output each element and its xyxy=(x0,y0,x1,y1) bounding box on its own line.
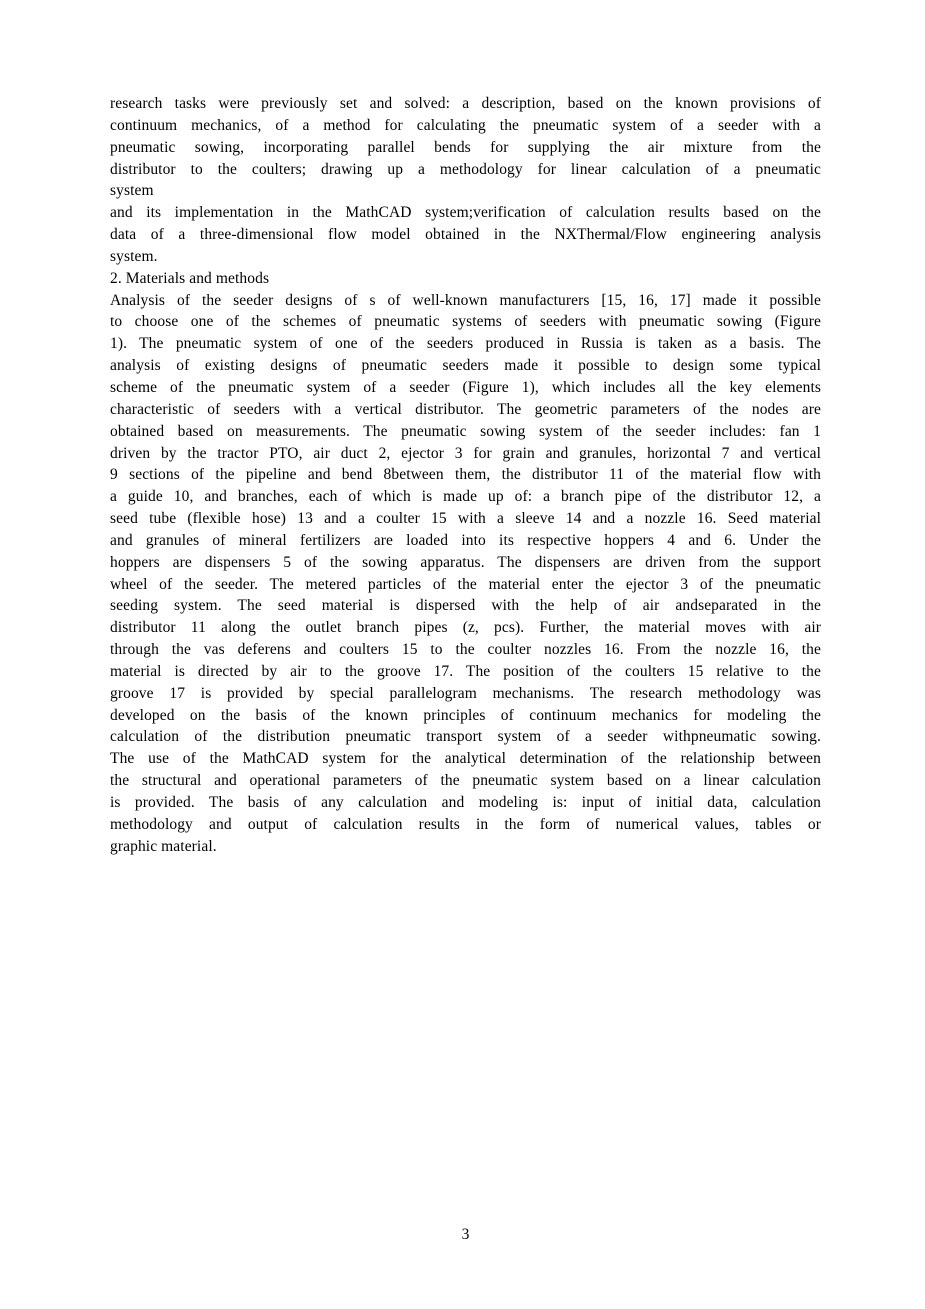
text-line: data of a three-dimensional flow model obtained in the NXThermal/Flow engineering analysis xyxy=(110,226,821,244)
text-line: hoppers are dispensers 5 of the sowing apparatus. The dispensers are driven from the support xyxy=(110,553,821,571)
text-line: research tasks were previously set and solved: a description, based on the known provisions of xyxy=(110,95,821,112)
text-line: driven by the tractor PTO, air duct 2, ejector 3 for grain and granules, horizontal 7 and vertical xyxy=(110,444,821,462)
text-line: the structural and operational parameters of the pneumatic system based on a linear calculation xyxy=(110,772,821,790)
text-line: methodology and output of calculation results in the form of numerical values, tables or xyxy=(110,815,821,833)
text-line: to choose one of the schemes of pneumatic systems of seeders with pneumatic sowing (Figure xyxy=(110,313,821,331)
page-footer xyxy=(110,1226,821,1244)
page-number: 3 xyxy=(461,1226,470,1243)
text-line: material is directed by air to the groove 17. The position of the coulters 15 relative to the xyxy=(110,662,821,680)
text-line: a guide 10, and branches, each of which is made up of: a branch pipe of the distributor 12, a xyxy=(110,488,821,506)
text-line: graphic material. xyxy=(110,837,217,855)
text-line: The use of the MathCAD system for the analytical determination of the relationship between xyxy=(110,750,821,768)
text-line: groove 17 is provided by special parallelogram mechanisms. The research methodology was xyxy=(110,684,821,702)
text-line: characteristic of seeders with a vertical distributor. The geometric parameters of the nodes are xyxy=(110,400,821,418)
text-line: is provided. The basis of any calculation and modeling is: input of initial data, calculation xyxy=(110,794,821,811)
page-body-text xyxy=(110,93,821,858)
text-line: system. xyxy=(110,247,158,265)
text-line: through the vas deferens and coulters 15 to the coulter nozzles 16. From the nozzle 16, the xyxy=(110,641,821,659)
text-line: developed on the basis of the known principles of continuum mechanics for modeling the xyxy=(110,706,821,724)
text-line: 9 sections of the pipeline and bend 8between them, the distributor 11 of the material flow with xyxy=(110,466,821,484)
text-line: seed tube (flexible hose) 13 and a coulter 15 with a sleeve 14 and a nozzle 16. Seed material xyxy=(110,510,821,528)
text-line: analysis of existing designs of pneumatic seeders made it possible to design some typical xyxy=(110,357,821,375)
text-line: Analysis of the seeder designs of s of well-known manufacturers [15, 16, 17] made it possible xyxy=(110,291,821,309)
text-line: scheme of the pneumatic system of a seeder (Figure 1), which includes all the key elements xyxy=(110,378,821,396)
text-line: system xyxy=(110,182,154,200)
text-line: distributor to the coulters; drawing up a methodology for linear calculation of a pneumatic xyxy=(110,160,821,178)
text-line: 1). The pneumatic system of one of the seeders produced in Russia is taken as a basis. The xyxy=(110,335,821,353)
text-line: obtained based on measurements. The pneumatic sowing system of the seeder includes: fan 1 xyxy=(110,422,821,440)
text-line: continuum mechanics, of a method for calculating the pneumatic system of a seeder with a xyxy=(110,116,821,134)
text-line: distributor 11 along the outlet branch pipes (z, pcs). Further, the material moves with air xyxy=(110,619,821,637)
text-line: pneumatic sowing, incorporating parallel bends for supplying the air mixture from the xyxy=(110,138,821,156)
section-heading: 2. Materials and methods xyxy=(110,269,270,287)
text-line: calculation of the distribution pneumatic transport system of a seeder withpneumatic sowing. xyxy=(110,728,821,746)
text-line: and granules of mineral fertilizers are loaded into its respective hoppers 4 and 6. Under the xyxy=(110,531,821,549)
text-line: wheel of the seeder. The metered particles of the material enter the ejector 3 of the pneumatic xyxy=(110,575,821,593)
text-line: and its implementation in the MathCAD system;verification of calculation results based on the xyxy=(110,204,821,222)
text-line: seeding system. The seed material is dispersed with the help of air andseparated in the xyxy=(110,597,821,615)
